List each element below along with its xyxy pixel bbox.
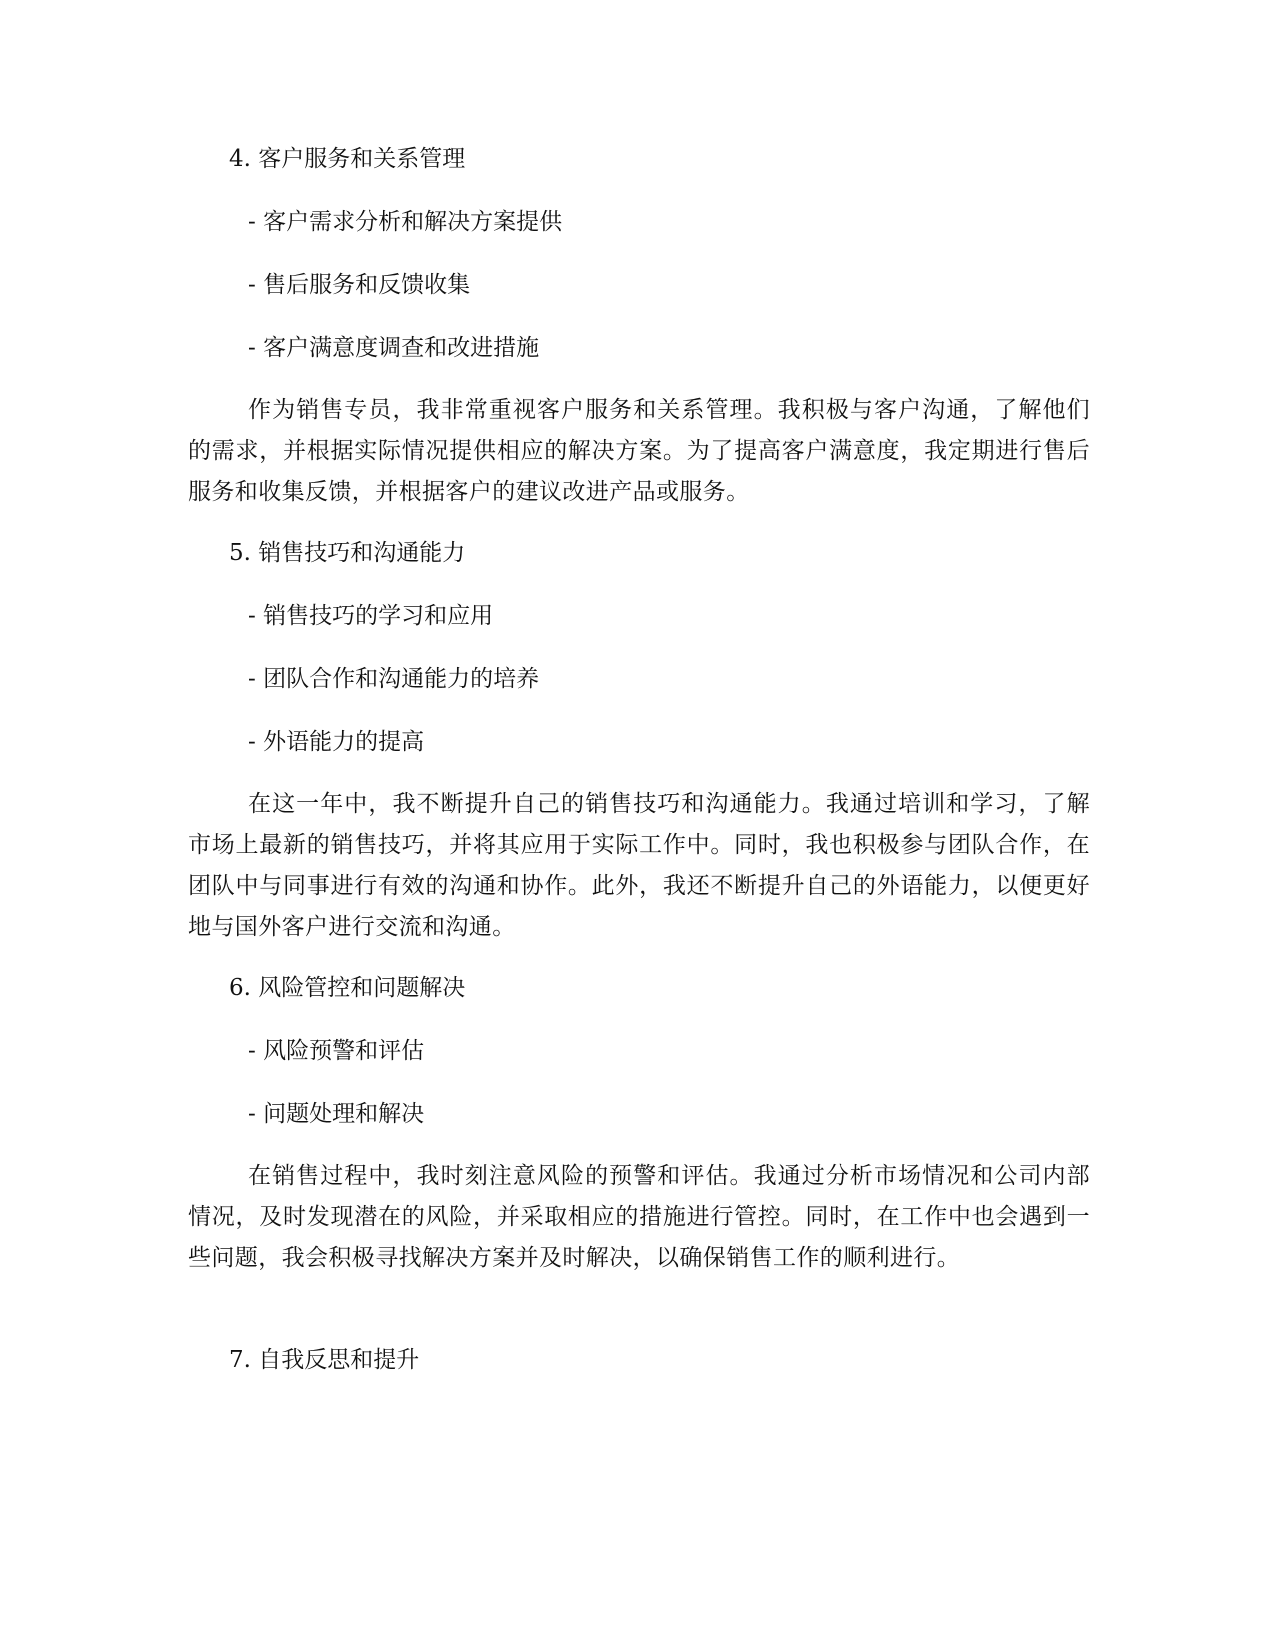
- list-item: - 客户满意度调查和改进措施: [248, 335, 540, 361]
- body-paragraph: 在这一年中，我不断提升自己的销售技巧和沟通能力。我通过培训和学习，了解市场上最新的销售技巧，并将其应用于实际工作中。同时，我也积极参与团队合作，在团队中与同事进行有效的沟通和协作。此外，我还不断提升自己的外语能力，以便更好地与国外客户进行交流和沟通。: [188, 791, 1090, 940]
- body-paragraph: 作为销售专员，我非常重视客户服务和关系管理。我积极与客户沟通，了解他们的需求，并根据实际情况提供相应的解决方案。为了提高客户满意度，我定期进行售后服务和收集反馈，并根据客户的建议改进产品或服务。: [188, 397, 1090, 505]
- list-item: - 销售技巧的学习和应用: [248, 603, 494, 629]
- section-heading: 6. 风险管控和问题解决: [229, 975, 466, 1001]
- list-item: - 外语能力的提高: [248, 729, 425, 755]
- section-heading: 7. 自我反思和提升: [229, 1347, 420, 1373]
- list-item: - 团队合作和沟通能力的培养: [248, 666, 540, 692]
- list-item: - 客户需求分析和解决方案提供: [248, 209, 563, 235]
- section-heading: 5. 销售技巧和沟通能力: [229, 540, 466, 566]
- body-paragraph: 在销售过程中，我时刻注意风险的预警和评估。我通过分析市场情况和公司内部情况，及时发现潜在的风险，并采取相应的措施进行管控。同时，在工作中也会遇到一些问题，我会积极寻找解决方案并及时解决，以确保销售工作的顺利进行。: [188, 1163, 1090, 1271]
- list-item: - 问题处理和解决: [248, 1101, 425, 1127]
- list-item: - 风险预警和评估: [248, 1038, 425, 1064]
- section-heading: 4. 客户服务和关系管理: [229, 146, 466, 172]
- list-item: - 售后服务和反馈收集: [248, 272, 471, 298]
